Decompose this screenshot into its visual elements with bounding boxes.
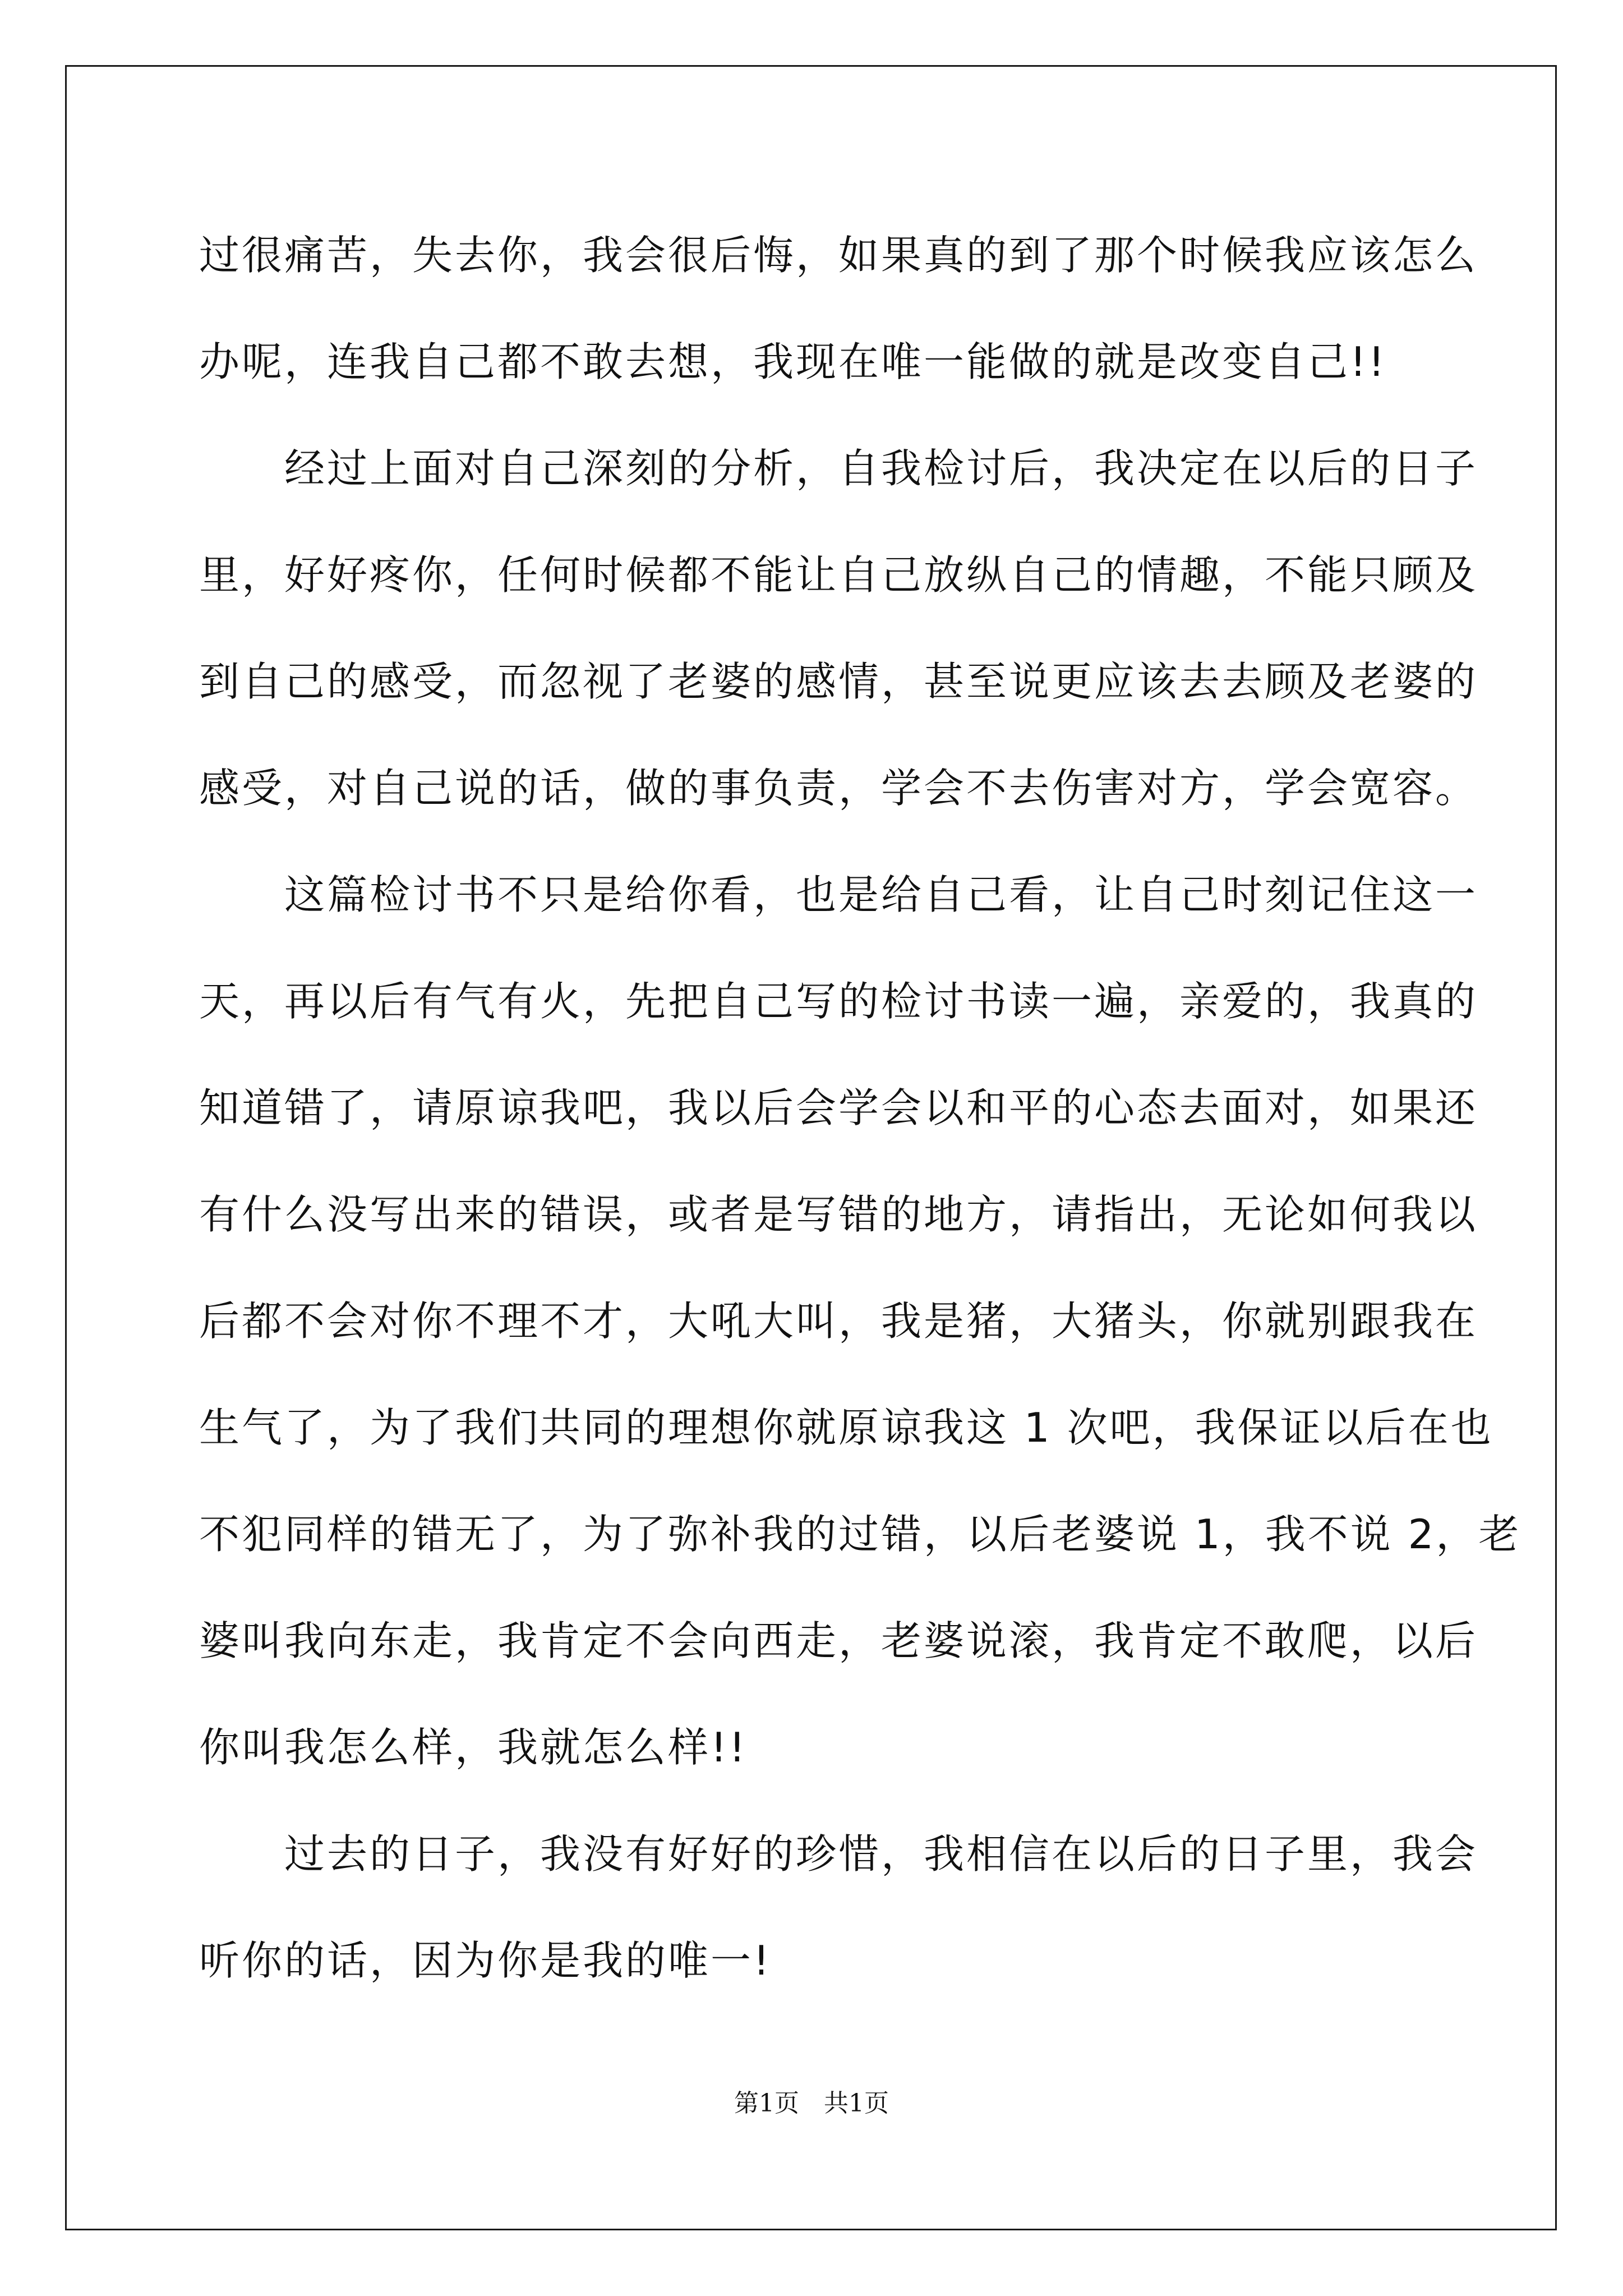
text-line: 你叫我怎么样，我就怎么样!! bbox=[199, 1724, 748, 1771]
text-line: 不犯同样的错无了，为了弥补我的过错，以后老婆说 1，我不说 2，老 bbox=[199, 1511, 1521, 1558]
text-line: 办呢，连我自己都不敢去想，我现在唯一能做的就是改变自己!! bbox=[199, 338, 1387, 385]
text-line: 过很痛苦，失去你，我会很后悔，如果真的到了那个时候我应该怎么 bbox=[199, 232, 1478, 279]
text-line: 到自己的感受，而忽视了老婆的感情，甚至说更应该去去顾及老婆的 bbox=[199, 658, 1478, 705]
text-line: 婆叫我向东走，我肯定不会向西走，老婆说滚，我肯定不敢爬，以后 bbox=[199, 1617, 1478, 1664]
text-line: 知道错了，请原谅我吧，我以后会学会以和平的心态去面对，如果还 bbox=[199, 1084, 1478, 1131]
text-line: 天，再以后有气有火，先把自己写的检讨书读一遍，亲爱的，我真的 bbox=[199, 978, 1478, 1025]
text-line: 后都不会对你不理不才，大吼大叫，我是猪，大猪头，你就别跟我在 bbox=[199, 1297, 1478, 1345]
text-line: 感受，对自己说的话，做的事负责，学会不去伤害对方，学会宽容。 bbox=[199, 765, 1478, 812]
page-number: 第1页 共1页 bbox=[734, 2089, 889, 2118]
page-border bbox=[65, 65, 1557, 2230]
text-line: 里，好好疼你，任何时候都不能让自己放纵自己的情趣，不能只顾及 bbox=[199, 551, 1478, 599]
text-line: 经过上面对自己深刻的分析，自我检讨后，我决定在以后的日子 bbox=[199, 445, 1478, 492]
text-line: 这篇检讨书不只是给你看，也是给自己看，让自己时刻记住这一 bbox=[199, 871, 1478, 918]
text-line: 生气了，为了我们共同的理想你就原谅我这 1 次吧，我保证以后在也 bbox=[199, 1404, 1493, 1451]
text-line: 有什么没写出来的错误，或者是写错的地方，请指出，无论如何我以 bbox=[199, 1191, 1478, 1238]
text-line: 过去的日子，我没有好好的珍惜，我相信在以后的日子里，我会 bbox=[199, 1830, 1478, 1878]
text-line: 听你的话，因为你是我的唯一! bbox=[199, 1937, 772, 1984]
